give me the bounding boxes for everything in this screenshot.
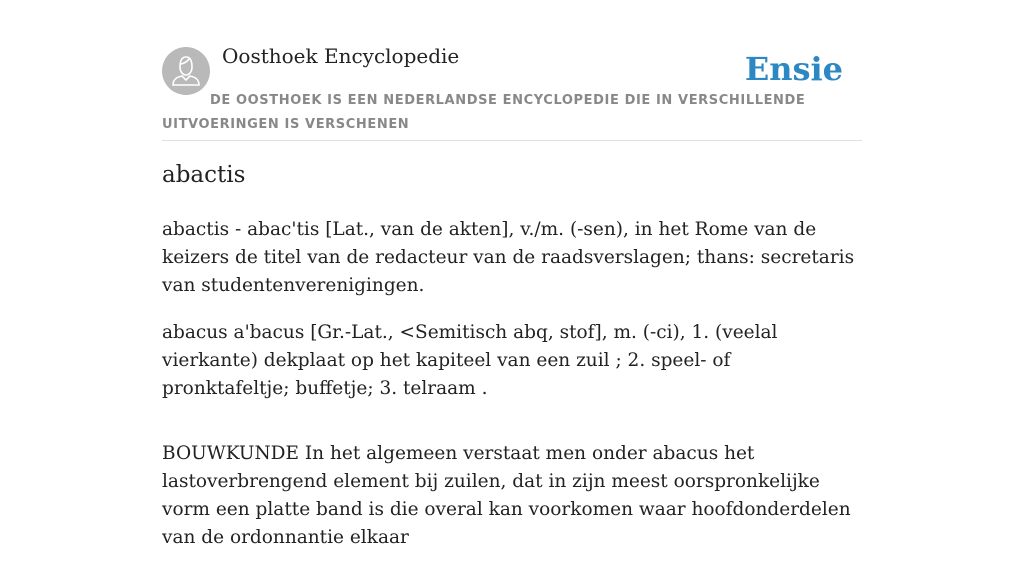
entry-paragraph: BOUWKUNDE In het algemeen verstaat men onder abacus het lastoverbrengend element bij zuilen, dat in zijn meest oorspronkelijke vorm een platte band is die overal kan voorkomen waar hoofdonderdelen van de ordonnantie elkaar — [162, 443, 851, 548]
entry-paragraph: abacus a'bacus [Gr.-Lat., <Semitisch abq, stof], m. (-ci), 1. (veelal vierkante) dekplaat op het kapiteel van een zuil ; 2. speel- of pronktafeltje; buffetje; 3. telraam . — [162, 322, 778, 399]
entry-title: abactis — [162, 162, 246, 188]
entry-paragraph: abactis - abac'tis [Lat., van de akten], v./m. (-sen), in het Rome van de keizers de titel van de redacteur van de raadsverslagen; thans: secretaris van studentenverenigingen. — [162, 219, 855, 296]
entry-content — [162, 216, 862, 571]
source-title[interactable]: Oosthoek Encyclopedie — [222, 44, 460, 68]
user-silhouette-icon — [162, 47, 210, 95]
source-avatar[interactable] — [162, 47, 210, 95]
brand-logo-link[interactable]: Ensie — [744, 50, 843, 88]
source-description: DE OOSTHOEK IS EEN NEDERLANDSE ENCYCLOPEDIE DIE IN VERSCHILLENDE UITVOERINGEN IS VERSCHENEN — [162, 93, 806, 132]
page — [162, 0, 862, 548]
source-header — [162, 0, 862, 141]
